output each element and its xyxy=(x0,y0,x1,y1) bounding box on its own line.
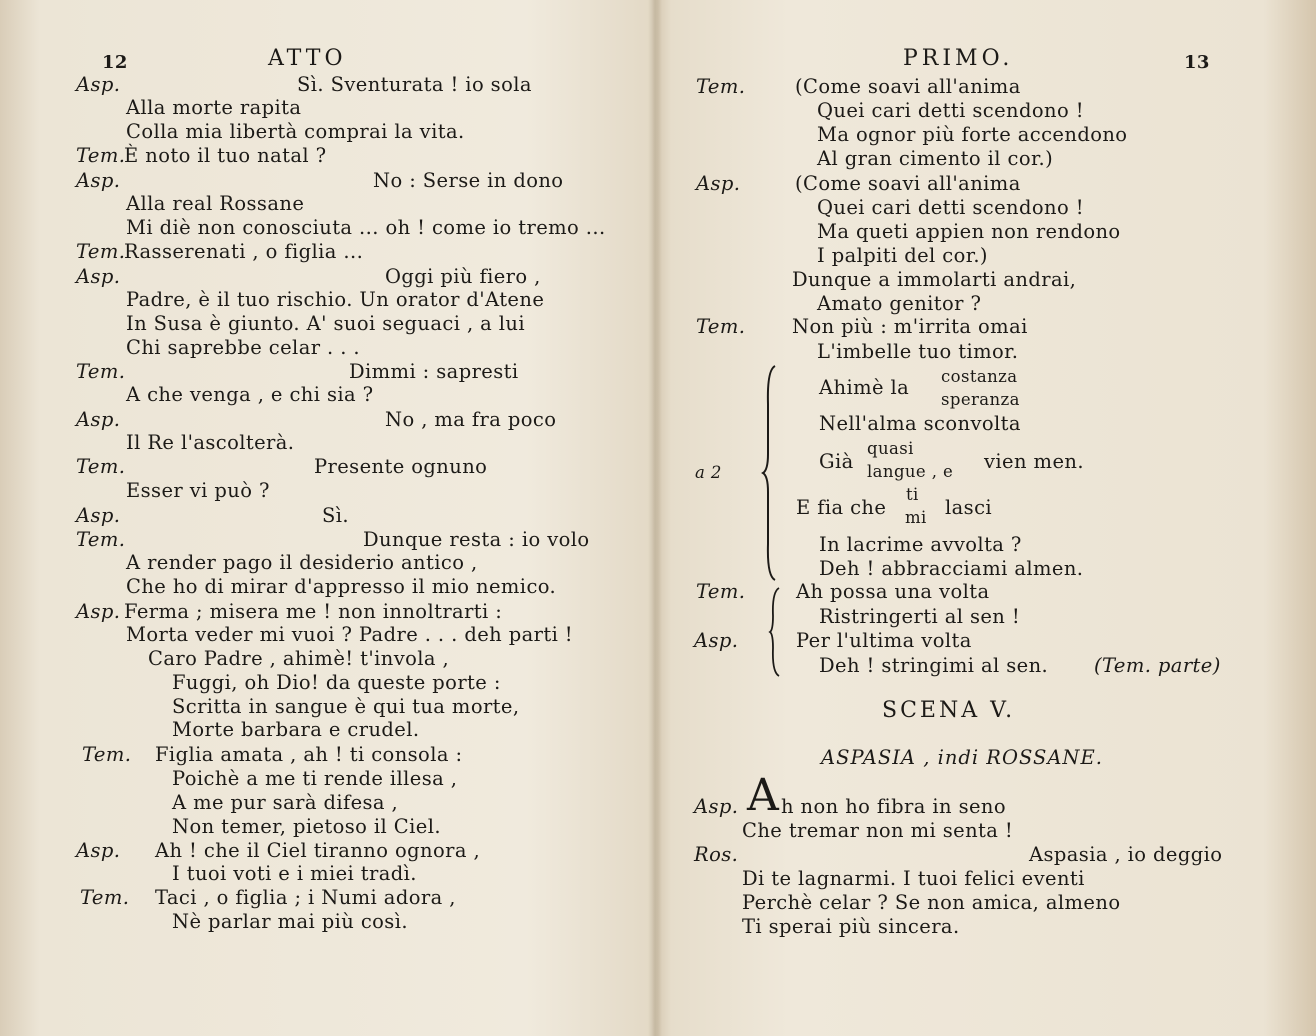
verse-line: (Come soavi all'anima xyxy=(795,172,1021,195)
verse-line: E fia che xyxy=(796,496,887,519)
verse-line: No , ma fra poco xyxy=(385,408,557,431)
speaker: Tem. xyxy=(76,144,126,167)
verse-line: Esser vi può ? xyxy=(126,479,270,502)
verse-line: È noto il tuo natal ? xyxy=(124,144,327,167)
verse-line: Ah ! che il Ciel tiranno ognora , xyxy=(155,839,481,862)
speaker: Tem. xyxy=(76,240,126,263)
verse-line: No : Serse in dono xyxy=(373,169,564,192)
duet-brace xyxy=(761,364,779,582)
verse-line: Perchè celar ? Se non amica, almeno xyxy=(742,891,1121,914)
variant-word: costanza xyxy=(941,367,1018,386)
right-page xyxy=(655,0,1316,1036)
verse-line: Rasserenati , o figlia ... xyxy=(124,240,364,263)
speaker: Asp. xyxy=(76,504,121,527)
verse-line: Il Re l'ascolterà. xyxy=(126,431,295,454)
verse-line: (Come soavi all'anima xyxy=(795,75,1021,98)
verse-line: Dunque resta : io volo xyxy=(363,528,590,551)
verse-line: Non più : m'irrita omai xyxy=(792,315,1028,338)
speaker: Tem. xyxy=(696,580,746,603)
verse-line: A render pago il desiderio antico , xyxy=(126,551,478,574)
speaker: Asp. xyxy=(76,73,121,96)
verse-line: vien men. xyxy=(984,450,1084,473)
speaker: Tem. xyxy=(80,886,130,909)
variant-word: langue , e xyxy=(867,462,954,481)
left-page xyxy=(0,0,655,1036)
speaker: Asp. xyxy=(76,600,121,623)
verse-line: Deh ! abbracciami almen. xyxy=(819,557,1084,580)
running-header: PRIMO. xyxy=(903,46,1014,71)
verse-line: Scritta in sangue è qui tua morte, xyxy=(172,695,520,718)
speaker: Tem. xyxy=(696,315,746,338)
variant-word: speranza xyxy=(941,390,1020,409)
verse-line: A me pur sarà difesa , xyxy=(172,791,399,814)
verse-line: Ferma ; misera me ! non innoltrarti : xyxy=(124,600,503,623)
verse-line: Dimmi : sapresti xyxy=(349,360,519,383)
verse-line: Alla real Rossane xyxy=(126,192,305,215)
verse-line: Colla mia libertà comprai la vita. xyxy=(126,120,465,143)
verse-line: Che tremar non mi senta ! xyxy=(742,819,1014,842)
verse-line: I palpiti del cor.) xyxy=(817,244,988,267)
verse-line: Già xyxy=(819,450,854,473)
speaker: Tem. xyxy=(76,455,126,478)
verse-line: Chi saprebbe celar . . . xyxy=(126,336,361,359)
variant-word: quasi xyxy=(867,439,914,458)
verse-line: Ristringerti al sen ! xyxy=(819,605,1021,628)
speaker: Asp. xyxy=(76,265,121,288)
verse-line: Alla morte rapita xyxy=(126,96,302,119)
duet-marker: a 2 xyxy=(695,463,722,482)
verse-line: Presente ognuno xyxy=(314,455,488,478)
verse-line: Per l'ultima volta xyxy=(796,629,972,652)
verse-line: Che ho di mirar d'appresso il mio nemico. xyxy=(126,575,557,598)
verse-line: Amato genitor ? xyxy=(817,292,982,315)
speaker: Asp. xyxy=(696,172,741,195)
verse-line: Nè parlar mai più così. xyxy=(172,910,408,933)
verse-line: Aspasia , io deggio xyxy=(1029,843,1223,866)
pair-brace xyxy=(769,586,781,678)
running-header: ATTO xyxy=(268,46,347,71)
verse-line: I tuoi voti e i miei tradì. xyxy=(172,862,417,885)
speaker: Tem. xyxy=(82,743,132,766)
verse-line: L'imbelle tuo timor. xyxy=(817,340,1019,363)
verse-line: Nell'alma sconvolta xyxy=(819,412,1021,435)
drop-capital: A xyxy=(747,770,780,821)
speaker: Asp. xyxy=(694,629,739,652)
verse-line: Ah possa una volta xyxy=(796,580,990,603)
verse-line: Quei cari detti scendono ! xyxy=(817,196,1084,219)
verse-line: Padre, è il tuo rischio. Un orator d'Atene xyxy=(126,288,545,311)
verse-line: In lacrime avvolta ? xyxy=(819,533,1022,556)
speaker: Tem. xyxy=(76,360,126,383)
variant-word: ti xyxy=(906,485,919,504)
verse-line: Morta veder mi vuoi ? Padre . . . deh parti ! xyxy=(126,623,574,646)
verse-line: Fuggi, oh Dio! da queste porte : xyxy=(172,671,501,694)
verse-line: Poichè a me ti rende illesa , xyxy=(172,767,458,790)
verse-line: Mi diè non conosciuta ... oh ! come io tremo ... xyxy=(126,216,606,239)
verse-line: In Susa è giunto. A' suoi seguaci , a lui xyxy=(126,312,526,335)
scene-characters: ASPASIA , indi ROSSANE. xyxy=(821,746,1103,769)
verse-line: Ahimè la xyxy=(819,376,910,399)
verse-line: Quei cari detti scendono ! xyxy=(817,99,1084,122)
verse-line: Ma queti appien non rendono xyxy=(817,220,1121,243)
verse-line: Figlia amata , ah ! ti consola : xyxy=(155,743,463,766)
verse-line: Ma ognor più forte accendono xyxy=(817,123,1128,146)
verse-line: Taci , o figlia ; i Numi adora , xyxy=(155,886,456,909)
verse-line: Di te lagnarmi. I tuoi felici eventi xyxy=(742,867,1085,890)
verse-line: Al gran cimento il cor.) xyxy=(817,147,1054,170)
verse-line: lasci xyxy=(945,496,993,519)
page-number: 12 xyxy=(102,52,128,73)
variant-word: mi xyxy=(905,508,927,527)
verse-line: Non temer, pietoso il Ciel. xyxy=(172,815,441,838)
speaker: Asp. xyxy=(76,169,121,192)
verse-line: h non ho fibra in seno xyxy=(781,795,1007,818)
speaker: Asp. xyxy=(76,839,121,862)
speaker: Asp. xyxy=(76,408,121,431)
verse-line: Deh ! stringimi al sen. xyxy=(819,654,1049,677)
stage-direction: (Tem. parte) xyxy=(1094,654,1221,677)
verse-line: Sì. xyxy=(322,504,349,527)
verse-line: Morte barbara e crudel. xyxy=(172,718,420,741)
verse-line: Oggi più fiero , xyxy=(385,265,541,288)
speaker: Tem. xyxy=(76,528,126,551)
speaker: Asp. xyxy=(694,795,739,818)
speaker: Tem. xyxy=(696,75,746,98)
verse-line: A che venga , e chi sia ? xyxy=(126,383,374,406)
verse-line: Caro Padre , ahimè! t'invola , xyxy=(148,647,450,670)
page-number: 13 xyxy=(1184,52,1210,73)
speaker: Ros. xyxy=(694,843,739,866)
verse-line: Ti sperai più sincera. xyxy=(742,915,960,938)
verse-line: Sì. Sventurata ! io sola xyxy=(297,73,532,96)
scene-title: SCENA V. xyxy=(882,698,1016,723)
verse-line: Dunque a immolarti andrai, xyxy=(792,268,1077,291)
